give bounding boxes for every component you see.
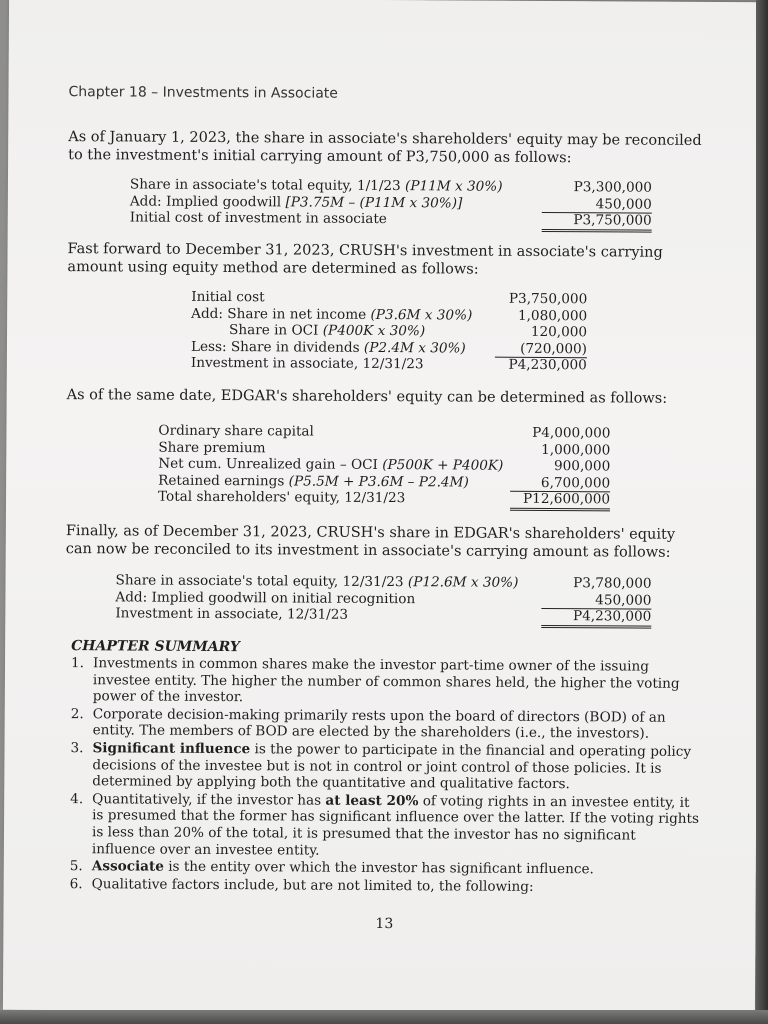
table-row: Less: Share in dividends (P2.4M x 30%) (720,000) xyxy=(190,338,588,357)
paragraph-intro-4: Finally, as of December 31, 2023, CRUSH's share in EDGAR's shareholders' equity can now be reconciled to its investment in associate's carrying amount as follows: xyxy=(65,523,676,561)
table-row: Share in associate's total equity, 12/31/23 (P12.6M x 30%) P3,780,000 xyxy=(115,572,652,592)
table-row: Add: Implied goodwill on initial recognition 450,000 xyxy=(115,588,652,609)
bottom-edge xyxy=(0,1010,768,1024)
binding-edge xyxy=(756,0,768,1024)
table-row: Share in OCI (P400K x 30%) 120,000 xyxy=(229,322,588,341)
table-row: Investment in associate, 12/31/23 P4,230,000 xyxy=(115,605,651,625)
chapter-heading: Chapter 18 – Investments in Associate xyxy=(68,84,338,102)
summary-heading: CHAPTER SUMMARY xyxy=(71,638,240,656)
table-row: Initial cost of investment in associate P3,750,000 xyxy=(130,209,652,229)
summary-list xyxy=(70,655,703,897)
table-row: Add: Implied goodwill [P3.75M – (P11M x 30%)] 450,000 xyxy=(129,192,652,213)
list-item: 2. Corporate decision-making primarily rests upon the board of directors (BOD) of an entity. The members of BOD are elected by the shareholders (i.e., the investors). xyxy=(70,705,666,743)
paragraph-intro-3: As of the same date, EDGAR's shareholders' equity can be determined as follows: xyxy=(66,387,668,407)
equity-method-table xyxy=(191,289,587,374)
list-item: 3. Significant influence is the power to participate in the financial and operating policy decisions of the investee but is not in control or joint control of those policies. It is determined by applying both the quantitative and qualitative factors. xyxy=(70,740,692,793)
shareholders-equity-table xyxy=(158,423,610,508)
table-row: Total shareholders' equity, 12/31/23 P12,600,000 xyxy=(158,489,610,508)
table-row: Investment in associate, 12/31/23 P4,230,000 xyxy=(190,354,587,374)
page-number: 13 xyxy=(375,915,394,933)
paragraph-intro-1: As of January 1, 2023, the share in associate's shareholders' equity may be reconciled to the investment's initial carrying amount of P3,750,000 as follows: xyxy=(68,129,702,167)
document-page xyxy=(3,0,761,1014)
table-row: Retained earnings (P5.5M + P3.6M – P2.4M) 6,700,000 xyxy=(158,472,611,491)
list-item: 5. Associate is the entity over which the investor has significant influence. xyxy=(69,858,594,878)
table-row: Initial cost P3,750,000 xyxy=(191,288,588,308)
table-row: Add: Share in net income (P3.6M x 30%) 1,080,000 xyxy=(191,305,588,324)
reconciliation-table-dec xyxy=(115,572,651,625)
paragraph-intro-2: Fast forward to December 31, 2023, CRUSH's investment in associate's carrying amount using equity method are determined as follows: xyxy=(67,241,663,278)
list-item: 6. Qualitative factors include, but are not limited to, the following: xyxy=(69,875,534,895)
reconciliation-table-jan xyxy=(130,176,652,229)
table-row: Share in associate's total equity, 1/1/23 (P11M x 30%) P3,300,000 xyxy=(129,176,652,196)
table-row: Share premium 1,000,000 xyxy=(158,439,611,458)
list-item: 1. Investments in common shares make the investor part-time owner of the issuing investee entity. The higher the number of common shares held, the higher the voting power of the investor. xyxy=(70,655,680,706)
list-item: 4. Quantitatively, if the investor has at least 20% of voting rights in an investee entity, it is presumed that the former has significant influence over the latter. If the voting rights is less than 20% of the total, it is presumed that the investor has no significant influence over an investee entity. xyxy=(70,790,700,859)
table-row: Net cum. Unrealized gain – OCI (P500K + P400K) 900,000 xyxy=(158,455,611,475)
table-row: Ordinary share capital P4,000,000 xyxy=(158,422,611,442)
